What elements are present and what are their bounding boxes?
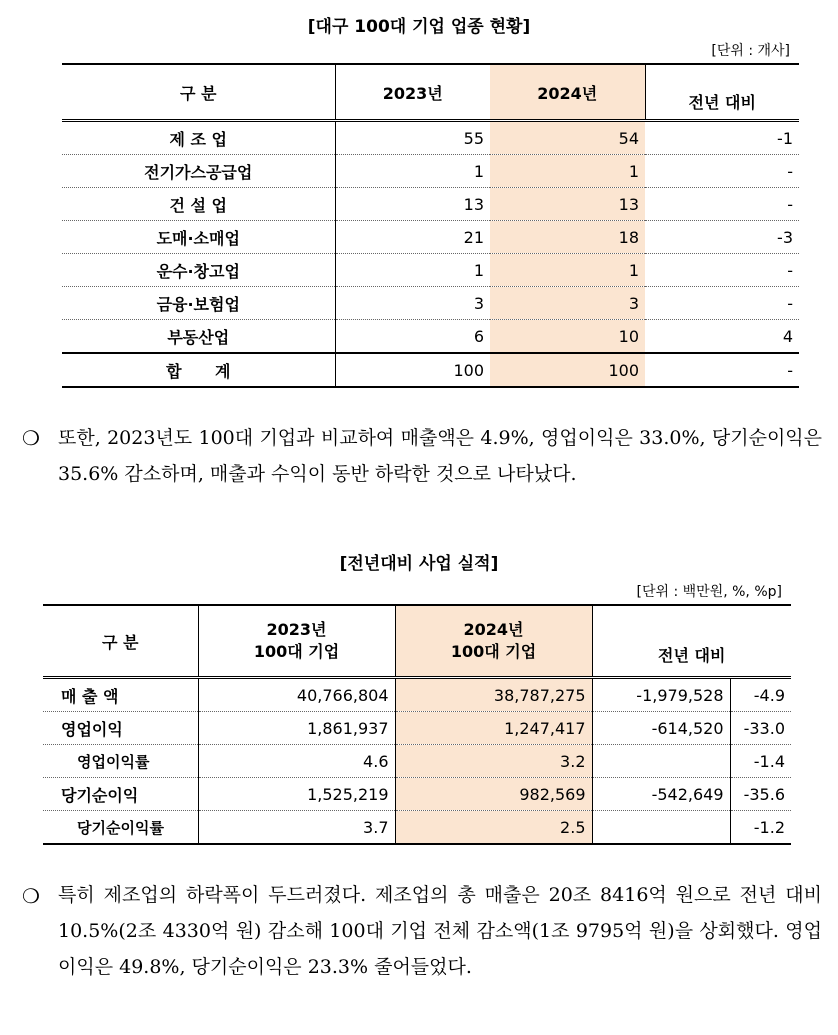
header-2023 (198, 605, 395, 678)
cell-2024: 3.2 (395, 745, 592, 778)
cell-2024: 54 (490, 121, 645, 155)
cell-2023: 1 (335, 155, 490, 188)
cell-2023: 3.7 (198, 811, 395, 845)
row-label: 영업이익률 (43, 745, 198, 778)
table-row (62, 188, 799, 221)
row-label: 제 조 업 (62, 121, 335, 155)
table-row (62, 254, 799, 287)
table1-title: [대구 100대 기업 업종 현황] (307, 17, 531, 37)
bullet-icon: ❍ (22, 884, 40, 908)
total-row (62, 353, 799, 387)
row-label: 매 출 액 (43, 678, 198, 712)
paragraph-2: 특히 제조업의 하락폭이 두드러졌다. 제조업의 총 매출은 20조 8416억 원으로 전년 대비 10.5%(2조 4330억 원) 감소해 100대 기업 전체 감소액(1조 9795억 원)을 상회했다. 영업이익은 49.8%, 당기순이익은 23.3% 줄어들었다. (58, 884, 822, 978)
cell-diff: -1,979,528 (592, 678, 730, 712)
cell-diff: - (645, 287, 799, 320)
table-row (43, 778, 791, 811)
cell-2024: 3 (490, 287, 645, 320)
row-label: 도매·소매업 (62, 221, 335, 254)
row-label: 운수·창고업 (62, 254, 335, 287)
paragraph-1: 또한, 2023년도 100대 기업과 비교하여 매출액은 4.9%, 영업이익은 33.0%, 당기순이익은 35.6% 감소하며, 매출과 수익이 동반 하락한 것으로 나타났다. (58, 427, 822, 485)
table-row (62, 320, 799, 354)
header-2024-sub: 100대 기업 (450, 642, 537, 661)
cell-diff (592, 745, 730, 778)
cell-diff: -542,649 (592, 778, 730, 811)
cell-2023: 13 (335, 188, 490, 221)
cell-pct: -33.0 (730, 712, 791, 745)
cell-diff: -1 (645, 121, 799, 155)
cell-diff: - (645, 188, 799, 221)
cell-2023: 55 (335, 121, 490, 155)
table-row (43, 811, 791, 845)
total-label: 합 계 (62, 353, 335, 387)
row-label: 건 설 업 (62, 188, 335, 221)
table-header-row (62, 64, 799, 121)
header-category: 구 분 (62, 64, 335, 121)
header-2023: 2023년 (335, 64, 490, 121)
cell-pct: -1.4 (730, 745, 791, 778)
total-diff: - (645, 353, 799, 387)
row-label: 전기가스공급업 (62, 155, 335, 188)
row-label: 당기순이익 (43, 778, 198, 811)
cell-diff: - (645, 254, 799, 287)
table-row (62, 287, 799, 320)
cell-2023: 1 (335, 254, 490, 287)
bullet-icon: ❍ (22, 426, 40, 450)
cell-2023: 3 (335, 287, 490, 320)
cell-2024: 1 (490, 155, 645, 188)
header-2024 (395, 605, 592, 678)
row-label: 부동산업 (62, 320, 335, 354)
cell-2024: 982,569 (395, 778, 592, 811)
table1-unit: [단위 : 개사] (711, 43, 790, 59)
header-diff: 전년 대비 (645, 64, 799, 121)
table-row (43, 678, 791, 712)
cell-2024: 13 (490, 188, 645, 221)
cell-2024: 10 (490, 320, 645, 354)
row-label: 당기순이익률 (43, 811, 198, 845)
cell-2024: 18 (490, 221, 645, 254)
header-2023-year: 2023년 (266, 620, 327, 639)
table-row (43, 745, 791, 778)
cell-diff (592, 811, 730, 845)
cell-diff: - (645, 155, 799, 188)
table-row (62, 221, 799, 254)
cell-2024: 1 (490, 254, 645, 287)
cell-2023: 1,525,219 (198, 778, 395, 811)
cell-2024: 1,247,417 (395, 712, 592, 745)
cell-2023: 1,861,937 (198, 712, 395, 745)
table-row (62, 155, 799, 188)
cell-diff: -614,520 (592, 712, 730, 745)
cell-2023: 4.6 (198, 745, 395, 778)
performance-table (43, 604, 791, 845)
cell-pct: -35.6 (730, 778, 791, 811)
row-label: 금융·보험업 (62, 287, 335, 320)
table-row (43, 712, 791, 745)
industry-table (62, 63, 799, 388)
table-row (62, 121, 799, 155)
cell-2023: 6 (473, 326, 484, 346)
cell-pct: -4.9 (730, 678, 791, 712)
table2-title: [전년대비 사업 실적] (339, 554, 499, 574)
table-header-row (43, 605, 791, 678)
cell-2024: 38,787,275 (395, 678, 592, 712)
cell-2023: 21 (335, 221, 490, 254)
cell-diff: -3 (645, 221, 799, 254)
table2-unit: [단위 : 백만원, %, %p] (636, 584, 782, 600)
cell-pct: -1.2 (753, 817, 785, 837)
header-2023-sub: 100대 기업 (253, 642, 340, 661)
cell-2024: 2.5 (395, 811, 592, 845)
total-2023: 100 (335, 353, 490, 387)
header-category: 구 분 (43, 605, 198, 678)
cell-diff: 4 (782, 326, 793, 346)
total-2024: 100 (490, 353, 645, 387)
header-2024: 2024년 (490, 64, 645, 121)
header-2024-year: 2024년 (463, 620, 524, 639)
header-diff: 전년 대비 (592, 605, 791, 678)
cell-2023: 40,766,804 (198, 678, 395, 712)
row-label: 영업이익 (43, 712, 198, 745)
